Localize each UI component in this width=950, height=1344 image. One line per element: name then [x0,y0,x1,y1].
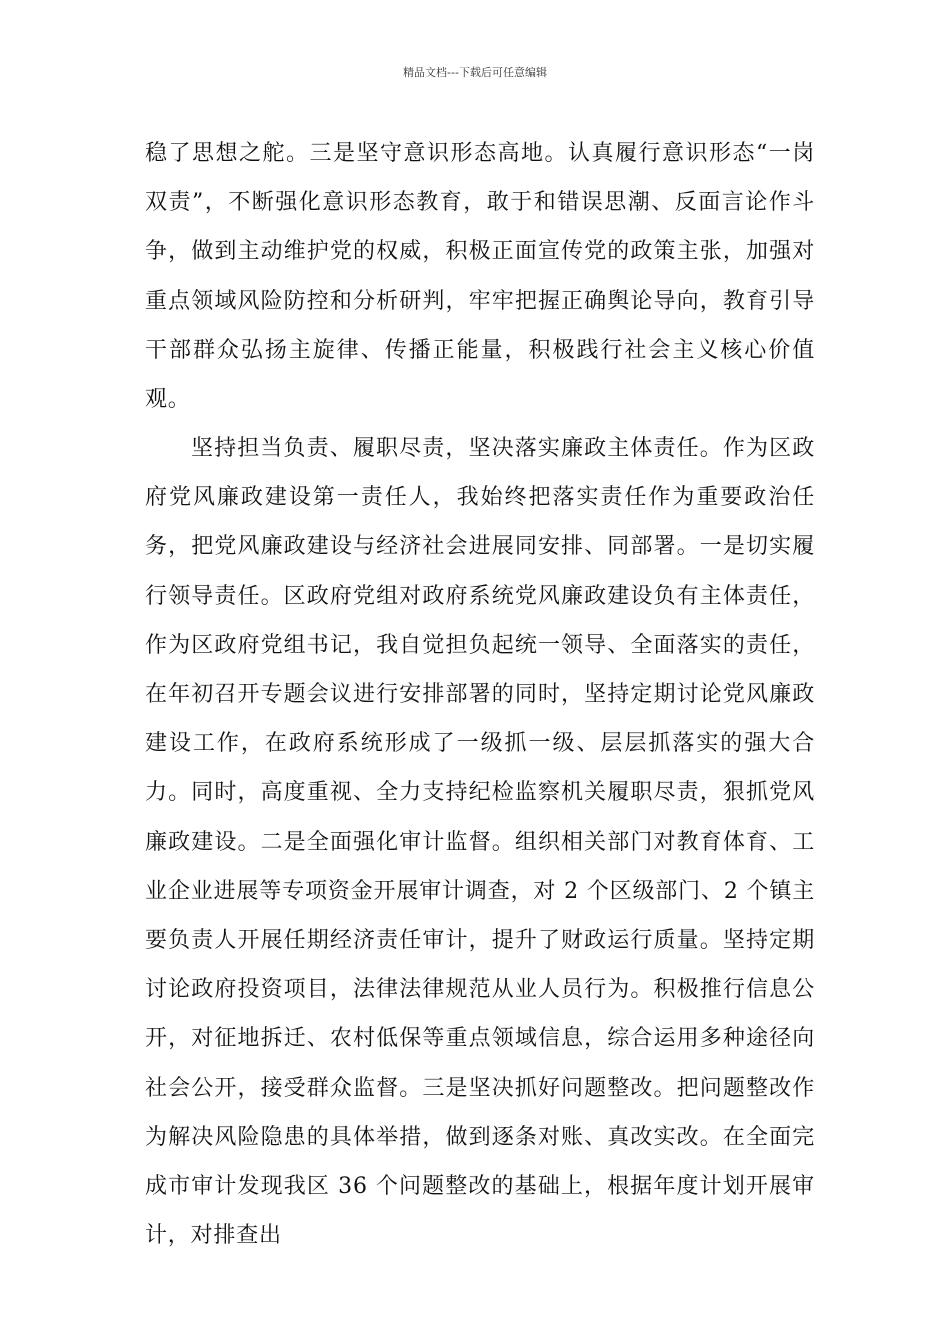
paragraph-2: 坚持担当负责、履职尽责，坚决落实廉政主体责任。作为区政府党风廉政建设第一责任人，我始终把落实责任作为重要政治任务，把党风廉政建设与经济社会进展同安排、同部署。一是切实履行领导责任。区政府党组对政府系统党风廉政建设负有主体责任，作为区政府党组书记，我自觉担负起统一领导、全面落实的责任，在年初召开专题会议进行安排部署的同时，坚持定期讨论党风廉政建设工作，在政府系统形成了一级抓一级、层层抓落实的强大合力。同时，高度重视、全力支持纪检监察机关履职尽责，狠抓党风廉政建设。二是全面强化审计监督。组织相关部门对教育体育、工业企业进展等专项资金开展审计调查，对 2 个区级部门、2 个镇主要负责人开展任期经济责任审计，提升了财政运行质量。坚持定期讨论政府投资项目，法律法律规范从业人员行为。积极推行信息公开，对征地拆迁、农村低保等重点领域信息，综合运用多种途径向社会公开，接受群众监督。三是坚决抓好问题整改。把问题整改作为解决风险隐患的具体举措，做到逐条对账、真改实改。在全面完成市审计发现我区 36 个问题整改的基础上，根据年度计划开展审计，对排查出 [145,436,815,1249]
paragraph-1-container [145,129,815,424]
paragraph-1: 稳了思想之舵。三是坚守意识形态高地。认真履行意识形态“一岗双责”，不断强化意识形态教育，敢于和错误思潮、反面言论作斗争，做到主动维护党的权威，积极正面宣传党的政策主张，加强对重点领域风险防控和分析研判，牢牢把握正确舆论导向，教育引导干部群众弘扬主旋律、传播正能量，积极践行社会主义核心价值观。 [145,141,815,413]
page-header: 精品文档---下载后可任意编辑 [403,66,547,79]
paragraph-2-container [145,424,815,1260]
